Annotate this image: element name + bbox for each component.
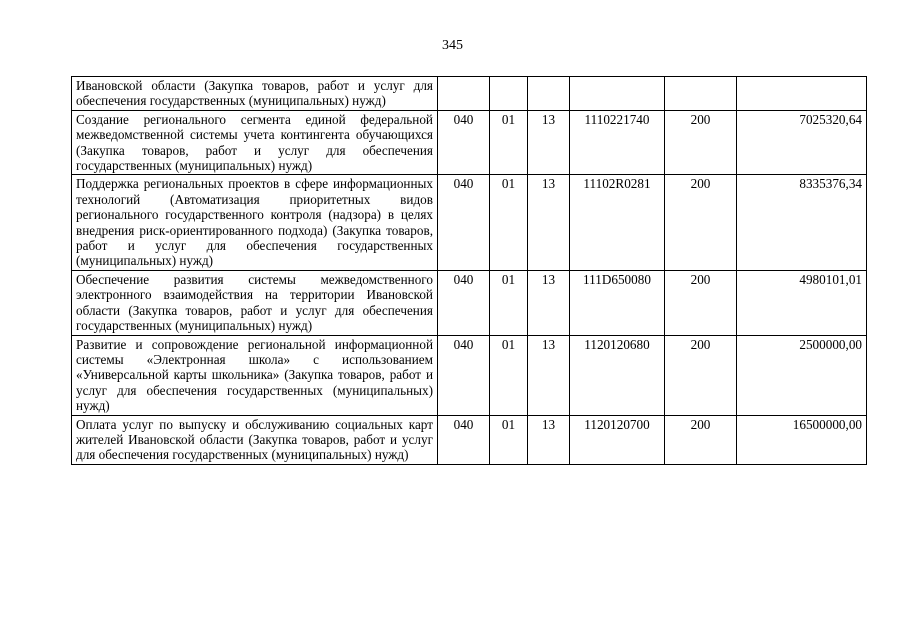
row-description: Ивановской области (Закупка товаров, работ и услуг для обеспечения государственных (муниципальных) нужд) bbox=[72, 77, 438, 111]
row-expense-type-code: 200 bbox=[665, 335, 737, 415]
row-amount: 2500000,00 bbox=[737, 335, 867, 415]
row-expense-type-code: 200 bbox=[665, 110, 737, 175]
row-subsection-code: 13 bbox=[528, 110, 570, 175]
row-department-code: 040 bbox=[438, 110, 490, 175]
row-target-item-code: 11102R0281 bbox=[570, 175, 665, 270]
row-target-item-code bbox=[570, 77, 665, 111]
row-target-item-code: 1110221740 bbox=[570, 110, 665, 175]
table-row bbox=[72, 270, 867, 335]
row-expense-type-code: 200 bbox=[665, 270, 737, 335]
row-amount: 7025320,64 bbox=[737, 110, 867, 175]
row-subsection-code: 13 bbox=[528, 175, 570, 270]
row-subsection-code bbox=[528, 77, 570, 111]
row-description: Создание регионального сегмента единой федеральной межведомственной системы учета контингента обучающихся (Закупка товаров, работ и услуг для обеспечения государственных (муниципальных) нужд) bbox=[72, 110, 438, 175]
row-subsection-code: 13 bbox=[528, 415, 570, 464]
row-department-code: 040 bbox=[438, 270, 490, 335]
row-amount: 4980101,01 bbox=[737, 270, 867, 335]
row-department-code: 040 bbox=[438, 175, 490, 270]
row-description: Развитие и сопровождение региональной информационной системы «Электронная школа» с использованием «Универсальной карты школьника» (Закупка товаров, работ и услуг для обеспечения государственных (муниципальных) нужд) bbox=[72, 335, 438, 415]
page-number: 345 bbox=[442, 38, 463, 53]
row-target-item-code: 111D650080 bbox=[570, 270, 665, 335]
row-amount bbox=[737, 77, 867, 111]
row-subsection-code: 13 bbox=[528, 335, 570, 415]
row-description: Обеспечение развития системы межведомственного электронного взаимодействия на территории Ивановской области (Закупка товаров, работ и услуг для обеспечения государственных (муниципальных) нужд) bbox=[72, 270, 438, 335]
row-section-code: 01 bbox=[490, 335, 528, 415]
row-amount: 16500000,00 bbox=[737, 415, 867, 464]
row-description: Поддержка региональных проектов в сфере информационных технологий (Автоматизация приоритетных видов регионального государственного контроля (надзора) в целях внедрения риск-ориентированного подхода) (Закупка товаров, работ и услуг для обеспечения государственных (муниципальных) нужд) bbox=[72, 175, 438, 270]
budget-table bbox=[71, 76, 867, 465]
row-section-code: 01 bbox=[490, 270, 528, 335]
row-department-code bbox=[438, 77, 490, 111]
table-row bbox=[72, 415, 867, 464]
row-section-code: 01 bbox=[490, 175, 528, 270]
row-department-code: 040 bbox=[438, 415, 490, 464]
row-section-code bbox=[490, 77, 528, 111]
table-row bbox=[72, 77, 867, 111]
row-amount: 8335376,34 bbox=[737, 175, 867, 270]
row-expense-type-code: 200 bbox=[665, 415, 737, 464]
row-department-code: 040 bbox=[438, 335, 490, 415]
row-target-item-code: 1120120700 bbox=[570, 415, 665, 464]
table-row bbox=[72, 335, 867, 415]
row-target-item-code: 1120120680 bbox=[570, 335, 665, 415]
row-expense-type-code bbox=[665, 77, 737, 111]
row-section-code: 01 bbox=[490, 415, 528, 464]
row-expense-type-code: 200 bbox=[665, 175, 737, 270]
budget-table-body bbox=[72, 77, 867, 465]
table-row bbox=[72, 175, 867, 270]
table-row bbox=[72, 110, 867, 175]
row-subsection-code: 13 bbox=[528, 270, 570, 335]
row-section-code: 01 bbox=[490, 110, 528, 175]
row-description: Оплата услуг по выпуску и обслуживанию социальных карт жителей Ивановской области (Закупка товаров, работ и услуг для обеспечения государственных (муниципальных) нужд) bbox=[72, 415, 438, 464]
